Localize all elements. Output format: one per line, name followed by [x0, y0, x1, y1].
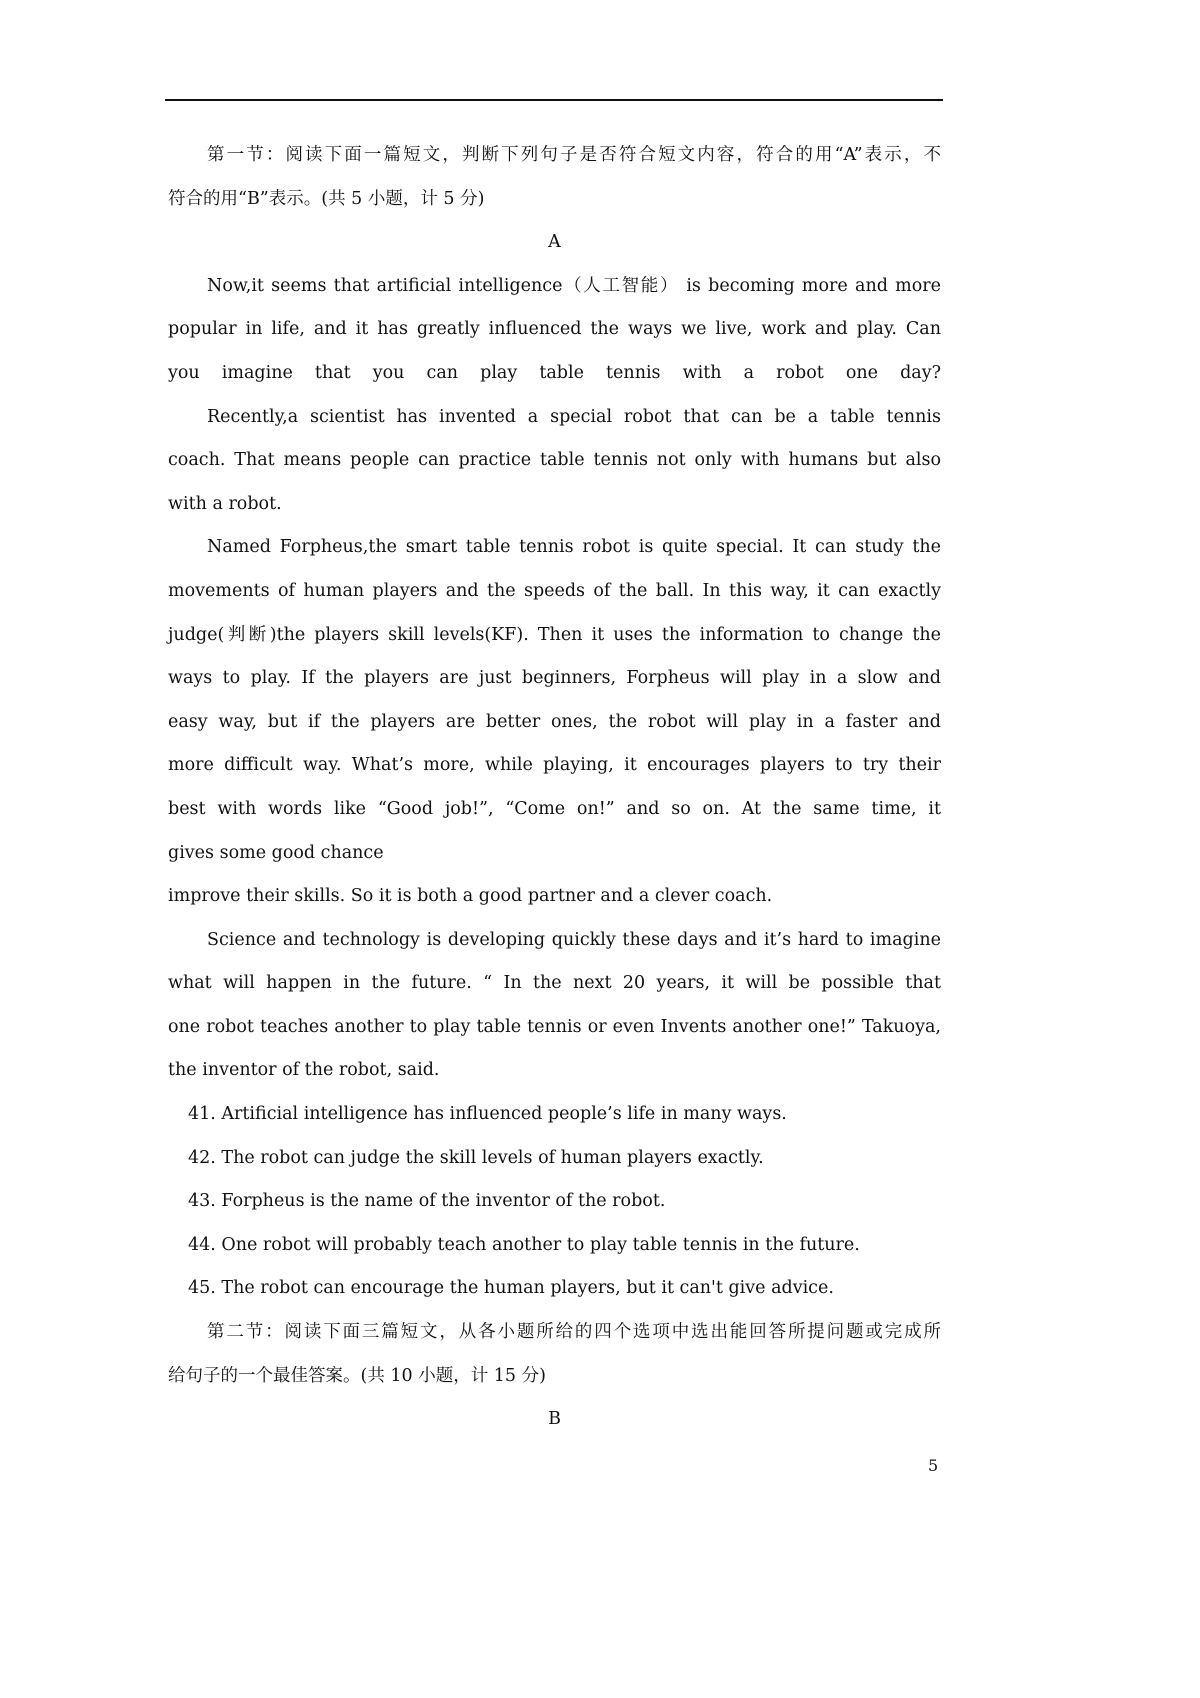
text-line: best with words like “Good job!”, “Come on!” and so on. At the same time, it	[168, 798, 941, 819]
document-body	[168, 134, 941, 1442]
text-line: improve their skills. So it is both a good partner and a clever coach.	[168, 886, 773, 907]
question-item: 41. Artificial intelligence has influenced people’s life in many ways.	[188, 1104, 787, 1125]
page-number: 5	[928, 1456, 939, 1475]
passage-heading: B	[548, 1409, 561, 1430]
text-line: popular in life, and it has greatly influenced the ways we live, work and play. Can	[168, 319, 941, 340]
text-line: 符合的用“B”表示。(共 5 小题，计 5 分)	[168, 188, 485, 209]
text-line: Science and technology is developing quickly these days and it’s hard to imagine	[207, 929, 941, 950]
text-line: coach. That means people can practice table tennis not only with humans but also	[168, 450, 941, 471]
question-item: 43. Forpheus is the name of the inventor of the robot.	[188, 1191, 666, 1212]
text-line: gives some good chance	[168, 842, 384, 863]
text-line: more difficult way. What’s more, while playing, it encourages players to try their	[168, 755, 941, 776]
text-line: Recently,a scientist has invented a special robot that can be a table tennis	[207, 406, 941, 427]
text-line: 第一节：阅读下面一篇短文，判断下列句子是否符合短文内容，符合的用“A”表示，不	[207, 145, 941, 165]
text-line: you imagine that you can play table tennis with a robot one day?	[168, 362, 941, 383]
question-item: 42. The robot can judge the skill levels of human players exactly.	[188, 1147, 764, 1168]
text-line: with a robot.	[168, 493, 282, 514]
header-rule	[165, 99, 943, 101]
text-line: easy way, but if the players are better ones, the robot will play in a faster and	[168, 711, 941, 732]
text-line: the inventor of the robot, said.	[168, 1060, 440, 1081]
text-line: Named Forpheus,the smart table tennis robot is quite special. It can study the	[207, 537, 941, 558]
text-line: movements of human players and the speeds of the ball. In this way, it can exactly	[168, 580, 941, 601]
passage-heading: A	[548, 232, 561, 253]
text-line: what will happen in the future. “ In the next 20 years, it will be possible that	[168, 973, 941, 994]
question-item: 45. The robot can encourage the human players, but it can't give advice.	[188, 1278, 834, 1299]
text-line: Now,it seems that artificial intelligence（人工智能） is becoming more and more	[207, 275, 941, 296]
question-item: 44. One robot will probably teach another to play table tennis in the future.	[188, 1234, 860, 1255]
text-line: judge(判断)the players skill levels(KF). Then it uses the information to change the	[168, 624, 941, 645]
text-line: 第二节：阅读下面三篇短文，从各小题所给的四个选项中选出能回答所提问题或完成所	[207, 1322, 941, 1343]
text-line: ways to play. If the players are just beginners, Forpheus will play in a slow and	[168, 668, 941, 689]
text-line: 给句子的一个最佳答案。(共 10 小题，计 15 分)	[168, 1365, 546, 1386]
text-line: one robot teaches another to play table tennis or even Invents another one!” Takuoya,	[168, 1016, 941, 1037]
